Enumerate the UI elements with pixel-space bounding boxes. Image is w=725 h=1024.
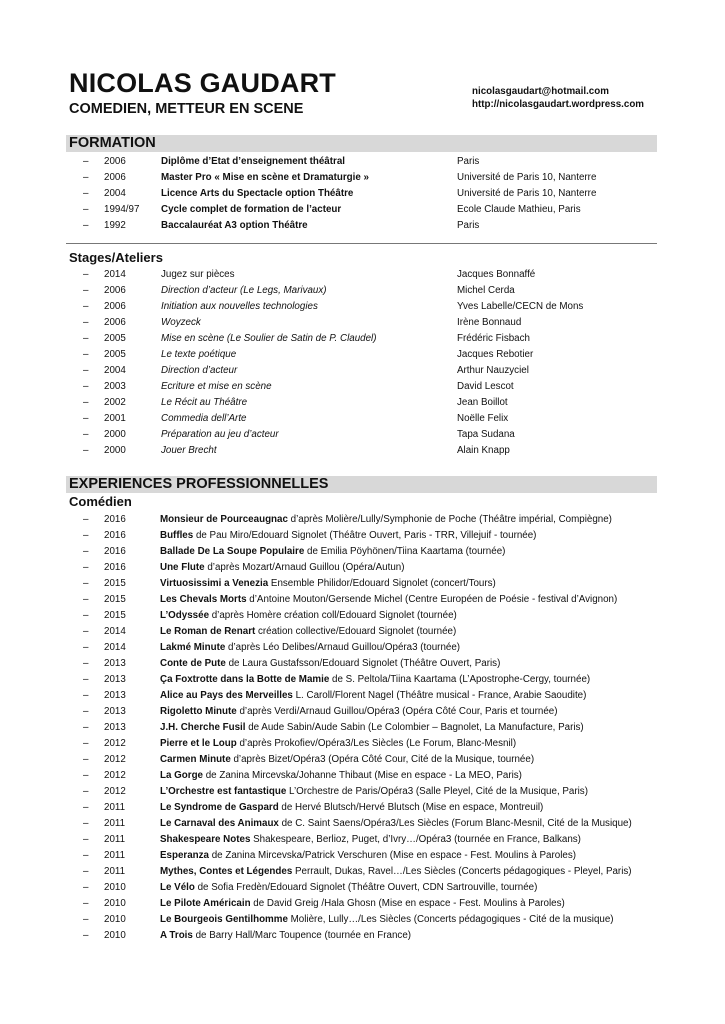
formation-place: Paris [457,156,480,167]
experience-work: Buffles [160,530,194,541]
website-url: http://nicolasgaudart.wordpress.com [472,98,645,110]
experience-details: de Laura Gustafsson/Edouard Signolet (Théâtre Ouvert, Paris) [225,658,501,669]
experience-work: Pierre et le Loup [160,738,237,749]
experience-details: Ensemble Philidor/Edouard Signolet (concert/Tours) [268,578,496,589]
bullet-dash: – [83,578,89,589]
experience-details: création collective/Edouard Signolet (tournée) [255,626,457,637]
experience-year: 2014 [104,626,126,637]
bullet-dash: – [83,365,89,376]
stage-teacher: Jacques Rebotier [457,349,534,360]
experience-details: Perrault, Dukas, Ravel…/Les Siècles (Concerts pédagogiques - Pleyel, Paris) [292,866,632,877]
bullet-dash: – [83,269,89,280]
experience-row [0,706,725,722]
bullet-dash: – [83,802,89,813]
stage-title: Commedia dell’Arte [161,413,247,424]
experience-details: de Hervé Blutsch/Hervé Blutsch (Mise en espace, Montreuil) [278,802,544,813]
bullet-dash: – [83,317,89,328]
bullet-dash: – [83,738,89,749]
stage-row [0,365,725,381]
formation-place: Paris [457,220,480,231]
bullet-dash: – [83,220,89,231]
stage-teacher: Frédéric Fisbach [457,333,530,344]
experience-year: 2013 [104,690,126,701]
formation-row [0,172,725,188]
experience-details: d’après Léo Delibes/Arnaud Guillou/Opéra3 (tournée) [225,642,461,653]
formation-place: Université de Paris 10, Nanterre [457,188,597,199]
experience-work: Le Syndrome de Gaspard [160,802,279,813]
bullet-dash: – [83,445,89,456]
experience-row [0,882,725,898]
experience-work: J.H. Cherche Fusil [160,722,246,733]
bullet-dash: – [83,930,89,941]
stage-year: 2000 [104,429,126,440]
experience-row [0,690,725,706]
formation-year: 2006 [104,156,126,167]
stage-row [0,397,725,413]
bullet-dash: – [83,674,89,685]
formation-place: Ecole Claude Mathieu, Paris [457,204,581,215]
formation-place: Université de Paris 10, Nanterre [457,172,597,183]
stage-row [0,269,725,285]
stage-title: Préparation au jeu d’acteur [161,429,279,440]
person-name: NICOLAS GAUDART [69,68,336,98]
stage-title: Jouer Brecht [161,445,217,456]
section-divider [66,243,657,244]
bullet-dash: – [83,754,89,765]
experience-year: 2016 [104,562,126,573]
bullet-dash: – [83,898,89,909]
formation-row [0,156,725,172]
stage-teacher: Yves Labelle/CECN de Mons [457,301,584,312]
experience-row [0,834,725,850]
bullet-dash: – [83,562,89,573]
experience-year: 2015 [104,610,126,621]
experience-details: de C. Saint Saens/Opéra3/Les Siècles (Forum Blanc-Mesnil, Cité de la Musique) [278,818,632,829]
experience-row [0,738,725,754]
bullet-dash: – [83,882,89,893]
experience-details: de Aude Sabin/Aude Sabin (Le Colombier – Bagnolet, La Manufacture, Paris) [245,722,584,733]
bullet-dash: – [83,156,89,167]
stage-row [0,333,725,349]
bullet-dash: – [83,626,89,637]
experience-work: Ballade De La Soupe Populaire [160,546,305,557]
bullet-dash: – [83,818,89,829]
bullet-dash: – [83,658,89,669]
stage-year: 2006 [104,317,126,328]
experience-details: de Emilia Pöyhönen/Tiina Kaartama (tournée) [304,546,506,557]
experience-row [0,562,725,578]
formation-row [0,220,725,236]
bullet-dash: – [83,594,89,605]
experiences-heading: EXPERIENCES PROFESSIONNELLES [69,476,329,492]
experience-year: 2015 [104,578,126,589]
experience-year: 2011 [104,818,126,829]
experience-details: d’après Homère création coll/Edouard Signolet (tournée) [209,610,457,621]
bullet-dash: – [83,172,89,183]
stage-title: Le Récit au Théâtre [161,397,248,408]
bullet-dash: – [83,413,89,424]
experience-year: 2011 [104,850,126,861]
experience-year: 2011 [104,802,126,813]
stage-teacher: Noëlle Felix [457,413,509,424]
bullet-dash: – [83,349,89,360]
experience-year: 2010 [104,882,126,893]
experience-details: Shakespeare, Berlioz, Puget, d’Ivry…/Opéra3 (tournée en France, Balkans) [250,834,581,845]
stages-heading: Stages/Ateliers [69,250,163,265]
bullet-dash: – [83,188,89,199]
experience-row [0,722,725,738]
contact-block [472,86,644,111]
stage-row [0,301,725,317]
stage-title: Le texte poétique [161,349,237,360]
experience-year: 2013 [104,722,126,733]
experience-row [0,642,725,658]
experience-row [0,514,725,530]
bullet-dash: – [83,285,89,296]
stage-teacher: Arthur Nauzyciel [457,365,529,376]
stage-row [0,429,725,445]
experience-year: 2013 [104,658,126,669]
formation-year: 2004 [104,188,126,199]
bullet-dash: – [83,204,89,215]
experience-details: d’Antoine Mouton/Gersende Michel (Centre Européen de Poésie - festival d’Avignon) [246,594,618,605]
stage-row [0,413,725,429]
bullet-dash: – [83,546,89,557]
formation-title: Cycle complet de formation de l’acteur [161,204,342,215]
stage-row [0,317,725,333]
experience-work: L’Orchestre est fantastique [160,786,287,797]
stage-year: 2005 [104,333,126,344]
bullet-dash: – [83,642,89,653]
stage-year: 2003 [104,381,126,392]
stage-year: 2004 [104,365,126,376]
experience-work: Les Chevals Morts [160,594,247,605]
experience-work: Ça Foxtrotte dans la Botte de Mamie [160,674,330,685]
experience-year: 2011 [104,834,126,845]
experience-year: 2012 [104,754,126,765]
experience-work: Le Roman de Renart [160,626,256,637]
experience-work: Une Flute [160,562,205,573]
formation-year: 1994/97 [104,204,140,215]
formation-heading: FORMATION [69,135,156,151]
experience-row [0,898,725,914]
bullet-dash: – [83,770,89,781]
experience-details: Molière, Lully…/Les Siècles (Concerts pédagogiques - Cité de la musique) [287,914,614,925]
experience-work: Shakespeare Notes [160,834,251,845]
experience-year: 2016 [104,530,126,541]
experience-work: L’Odyssée [160,610,210,621]
experience-year: 2012 [104,770,126,781]
stage-teacher: Jean Boillot [457,397,508,408]
bullet-dash: – [83,301,89,312]
formation-year: 2006 [104,172,126,183]
experience-year: 2012 [104,786,126,797]
experience-year: 2013 [104,674,126,685]
formation-row [0,188,725,204]
stage-teacher: Tapa Sudana [457,429,515,440]
stage-row [0,285,725,301]
experience-year: 2015 [104,594,126,605]
formation-title: Baccalauréat A3 option Théâtre [161,220,308,231]
stage-year: 2005 [104,349,126,360]
experience-details: de Zanina Mircevska/Johanne Thibaut (Mise en espace - La MEO, Paris) [203,770,522,781]
bullet-dash: – [83,786,89,797]
experience-row [0,754,725,770]
experience-row [0,770,725,786]
experience-row [0,626,725,642]
experience-year: 2014 [104,642,126,653]
experience-details: d’après Verdi/Arnaud Guillou/Opéra3 (Opéra Côté Cour, Paris et tournée) [236,706,558,717]
experience-details: de Sofia Fredèn/Edouard Signolet (Théâtre Ouvert, CDN Sartrouville, tournée) [194,882,538,893]
experience-details: d’après Mozart/Arnaud Guillou (Opéra/Autun) [204,562,405,573]
bullet-dash: – [83,914,89,925]
stage-title: Mise en scène (Le Soulier de Satin de P. Claudel) [161,333,377,344]
formation-title: Master Pro « Mise en scène et Dramaturgie » [161,172,369,183]
stage-year: 2006 [104,285,126,296]
experience-details: d’après Molière/Lully/Symphonie de Poche (Théâtre impérial, Compiègne) [287,514,612,525]
bullet-dash: – [83,429,89,440]
experience-details: d’après Prokofiev/Opéra3/Les Siècles (Le Forum, Blanc-Mesnil) [236,738,517,749]
experience-year: 2016 [104,514,126,525]
experience-year: 2016 [104,546,126,557]
stage-title: Woyzeck [161,317,201,328]
experience-year: 2010 [104,930,126,941]
experience-row [0,850,725,866]
stage-year: 2001 [104,413,126,424]
experience-work: Mythes, Contes et Légendes [160,866,293,877]
bullet-dash: – [83,690,89,701]
experience-details: de S. Peltola/Tiina Kaartama (L’Apostrophe-Cergy, tournée) [329,674,591,685]
person-role: COMEDIEN, METTEUR EN SCENE [69,101,304,117]
experience-row [0,658,725,674]
experience-row [0,914,725,930]
bullet-dash: – [83,397,89,408]
formation-year: 1992 [104,220,126,231]
stage-teacher: Michel Cerda [457,285,515,296]
experience-work: Le Pilote Américain [160,898,251,909]
experience-row [0,802,725,818]
stage-title: Initiation aux nouvelles technologies [161,301,318,312]
experience-year: 2011 [104,866,126,877]
experience-row [0,674,725,690]
experience-work: Conte de Pute [160,658,226,669]
experience-work: Lakmé Minute [160,642,226,653]
bullet-dash: – [83,706,89,717]
experience-work: A Trois [160,930,193,941]
stage-row [0,445,725,461]
experience-year: 2010 [104,914,126,925]
experience-year: 2010 [104,898,126,909]
bullet-dash: – [83,866,89,877]
experience-row [0,594,725,610]
bullet-dash: – [83,834,89,845]
formation-title: Diplôme d’Etat d’enseignement théâtral [161,156,345,167]
formation-title: Licence Arts du Spectacle option Théâtre [161,188,354,199]
stage-title: Direction d’acteur [161,365,238,376]
experience-work: Rigoletto Minute [160,706,237,717]
experience-work: Monsieur de Pourceaugnac [160,514,288,525]
experience-details: L’Orchestre de Paris/Opéra3 (Salle Pleyel, Cité de la Musique, Paris) [286,786,588,797]
experience-row [0,930,725,946]
experience-work: Le Carnaval des Animaux [160,818,279,829]
stage-title: Jugez sur pièces [161,269,235,280]
experience-details: de Pau Miro/Edouard Signolet (Théâtre Ouvert, Paris - TRR, Villejuif - tournée) [193,530,537,541]
experience-year: 2013 [104,706,126,717]
stage-teacher: Jacques Bonnaffé [457,269,536,280]
stage-year: 2014 [104,269,126,280]
stage-row [0,381,725,397]
experience-row [0,578,725,594]
experience-details: d’après Bizet/Opéra3 (Opéra Côté Cour, Cité de la Musique, tournée) [230,754,535,765]
email-address: nicolasgaudart@hotmail.com [472,86,609,97]
experience-details: de Barry Hall/Marc Toupence (tournée en France) [192,930,412,941]
stage-year: 2006 [104,301,126,312]
stage-year: 2002 [104,397,126,408]
experience-work: La Gorge [160,770,204,781]
experience-row [0,866,725,882]
experience-work: Esperanza [160,850,210,861]
bullet-dash: – [83,333,89,344]
experience-details: de Zanina Mircevska/Patrick Verschuren (Mise en espace - Fest. Moulins à Paroles) [209,850,577,861]
experience-row [0,546,725,562]
experience-work: Le Bourgeois Gentilhomme [160,914,288,925]
bullet-dash: – [83,381,89,392]
experience-year: 2012 [104,738,126,749]
experience-details: de David Greig /Hala Ghosn (Mise en espace - Fest. Moulins à Paroles) [250,898,565,909]
experience-row [0,530,725,546]
bullet-dash: – [83,514,89,525]
stage-year: 2000 [104,445,126,456]
experience-details: L. Caroll/Florent Nagel (Théâtre musical - France, Arabie Saoudite) [292,690,587,701]
stage-title: Ecriture et mise en scène [161,381,272,392]
experience-row [0,818,725,834]
stage-teacher: David Lescot [457,381,514,392]
experience-row [0,786,725,802]
stage-teacher: Irène Bonnaud [457,317,522,328]
experience-work: Le Vélo [160,882,195,893]
stage-teacher: Alain Knapp [457,445,510,456]
formation-row [0,204,725,220]
stage-row [0,349,725,365]
experience-work: Carmen Minute [160,754,231,765]
bullet-dash: – [83,530,89,541]
experience-row [0,610,725,626]
bullet-dash: – [83,850,89,861]
experience-work: Alice au Pays des Merveilles [160,690,293,701]
comedien-subheading: Comédien [69,494,132,509]
bullet-dash: – [83,722,89,733]
bullet-dash: – [83,610,89,621]
stage-title: Direction d’acteur (Le Legs, Marivaux) [161,285,327,296]
experience-work: Virtuosissimi a Venezia [160,578,269,589]
